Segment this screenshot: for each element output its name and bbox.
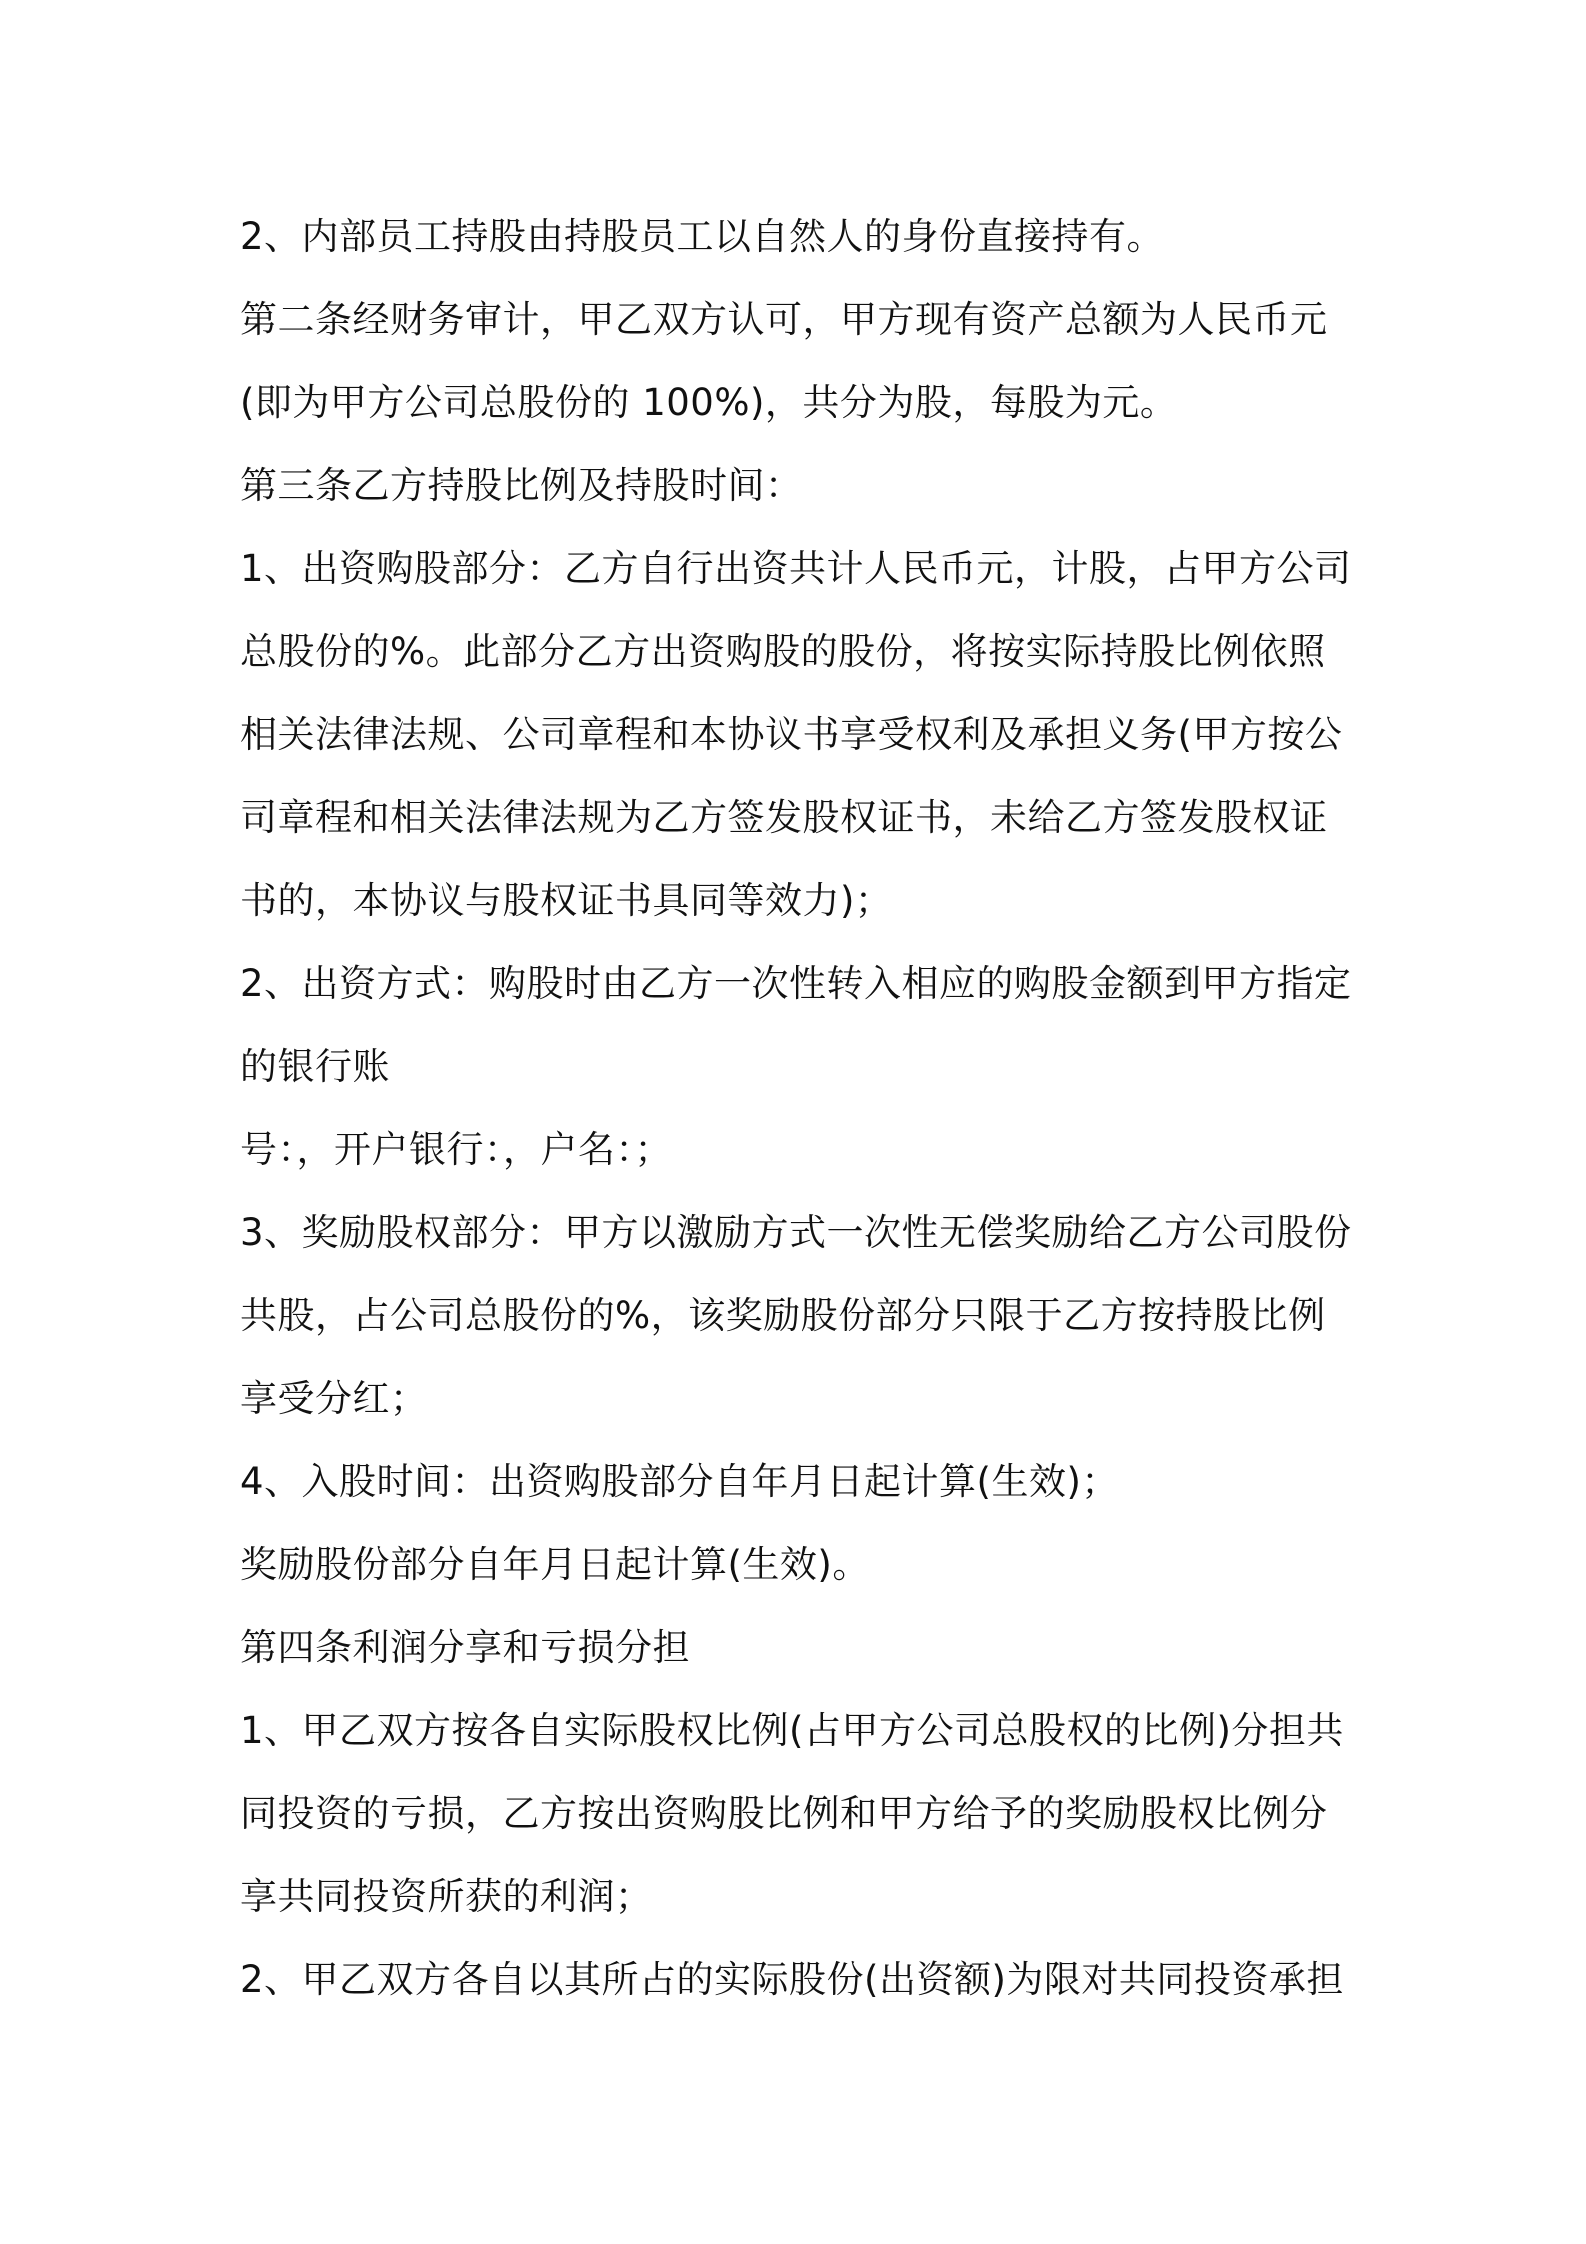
paragraph-9: 奖励股份部分自年月日起计算(生效)。 — [240, 1543, 870, 1586]
paragraph-12: 2、甲乙双方各自以其所占的实际股份(出资额)为限对共同投资承担 — [240, 1958, 1344, 2001]
paragraph-6: 号：，开户银行：，户名：； — [240, 1128, 672, 1171]
paragraph-1: 2、内部员工持股由持股员工以自然人的身份直接持有。 — [240, 215, 1165, 258]
paragraph-10: 第四条利润分享和亏损分担 — [240, 1626, 690, 1669]
paragraph-8: 4、入股时间：出资购股部分自年月日起计算(生效)； — [240, 1460, 1119, 1503]
paragraph-4: 1、出资购股部分：乙方自行出资共计人民币元，计股，占甲方公司总股份的%。此部分乙方出资购股的股份，将按实际持股比例依照相关法律法规、公司章程和本协议书享受权利及承担义务(甲方按公司章程和相关法律法规为乙方签发股权证书，未给乙方签发股权证书的，本协议与股权证书具同等效力)； — [240, 547, 1352, 922]
paragraph-11: 1、甲乙双方按各自实际股权比例(占甲方公司总股权的比例)分担共同投资的亏损，乙方按出资购股比例和甲方给予的奖励股权比例分享共同投资所获的利润； — [240, 1709, 1344, 1918]
document-body — [240, 195, 1360, 2021]
paragraph-5: 2、出资方式：购股时由乙方一次性转入相应的购股金额到甲方指定的银行账 — [240, 962, 1352, 1088]
paragraph-3: 第三条乙方持股比例及持股时间： — [240, 464, 803, 507]
paragraph-2: 第二条经财务审计，甲乙双方认可，甲方现有资产总额为人民币元(即为甲方公司总股份的 100%)，共分为股，每股为元。 — [240, 298, 1328, 424]
paragraph-7: 3、奖励股权部分：甲方以激励方式一次性无偿奖励给乙方公司股份共股，占公司总股份的%，该奖励股份部分只限于乙方按持股比例享受分红； — [240, 1211, 1352, 1420]
